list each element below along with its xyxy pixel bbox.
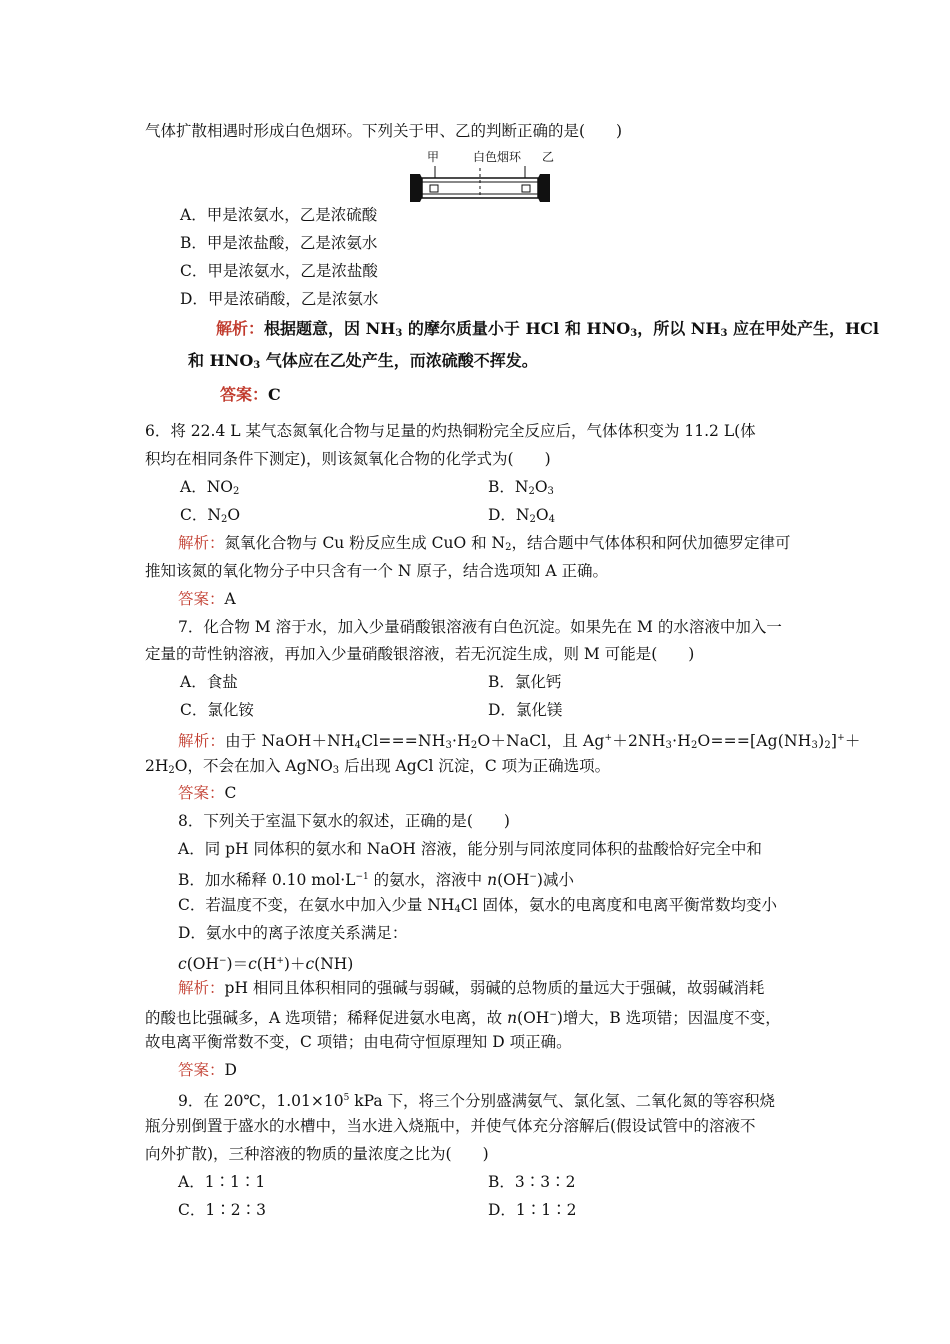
q6-analysis-line2: 推知该氮的氧化物分子中只含有一个 N 原子，结合选项知 A 正确。 bbox=[145, 562, 608, 580]
text: ＋ bbox=[844, 732, 861, 750]
text: C．若温度不变，在氨水中加入少量 NH bbox=[178, 896, 455, 914]
subscript: 2 bbox=[528, 486, 535, 497]
text: ，所以 NH bbox=[637, 319, 721, 338]
q8-option-b bbox=[178, 866, 574, 891]
text: )增大，B 选项错；因温度不变， bbox=[556, 1009, 781, 1027]
text: ] bbox=[830, 732, 838, 750]
text: )＝ bbox=[226, 955, 249, 973]
q8-equation bbox=[178, 950, 353, 975]
q6-option-a bbox=[180, 476, 239, 503]
text: 气体应在乙处产生，而浓硫酸不挥发。 bbox=[260, 351, 538, 370]
subscript: 3 bbox=[665, 740, 673, 751]
subscript: 3 bbox=[720, 328, 728, 339]
superscript: − bbox=[218, 956, 227, 966]
q6-option-c bbox=[180, 504, 240, 531]
text: 2H bbox=[145, 757, 169, 775]
superscript: 5 bbox=[343, 1093, 350, 1103]
q7-option-b: B．氯化钙 bbox=[488, 673, 562, 691]
q6-option-d bbox=[488, 504, 555, 531]
q6-answer bbox=[178, 588, 236, 610]
text: 由于 NaOH＋NH bbox=[225, 732, 355, 750]
q9-stem-line1 bbox=[178, 1087, 775, 1112]
q8-analysis-line1 bbox=[178, 977, 764, 999]
q9-option-c: C．1∶2∶3 bbox=[178, 1201, 266, 1219]
subscript: 2 bbox=[529, 514, 536, 525]
q6-stem-line1: 6．将 22.4 L 某气态氮氧化合物与足量的灼热铜粉完全反应后，气体体积变为 11.2 L(体 bbox=[145, 422, 756, 440]
q7-stem-line2: 定量的苛性钠溶液，再加入少量硝酸银溶液，若无沉淀生成，则 M 可能是( ) bbox=[145, 645, 695, 663]
text: ) bbox=[818, 732, 825, 750]
subscript: 3 bbox=[253, 360, 261, 371]
q7-stem-line1: 7．化合物 M 溶于水，加入少量硝酸银溶液有白色沉淀。如果先在 M 的水溶液中加入一 bbox=[178, 618, 782, 636]
text: O bbox=[535, 506, 549, 524]
q7-analysis-line1 bbox=[178, 727, 861, 757]
text: C．N bbox=[180, 506, 221, 524]
text: (OH bbox=[186, 955, 219, 973]
subscript: 3 bbox=[811, 740, 819, 751]
text: 的酸也比强碱多，A 选项错；稀释促进氨水电离，故 bbox=[145, 1009, 508, 1027]
q6-analysis-line1 bbox=[178, 532, 791, 559]
subscript: 4 bbox=[454, 904, 461, 915]
q5-option-a: A．甲是浓氨水，乙是浓硫酸 bbox=[180, 206, 378, 224]
q8-option-c bbox=[178, 894, 777, 921]
answer-label: 答案： bbox=[178, 1061, 225, 1079]
answer-value: C bbox=[224, 784, 237, 802]
q5-option-c: C．甲是浓氨水，乙是浓盐酸 bbox=[180, 262, 378, 280]
text: Cl 固体，氨水的电离度和电离平衡常数均变小 bbox=[460, 896, 777, 914]
text: 的氨水，溶液中 bbox=[368, 871, 488, 889]
text: ＋2NH bbox=[612, 732, 666, 750]
superscript: − bbox=[549, 1010, 557, 1020]
q5-answer bbox=[220, 384, 281, 406]
superscript: + bbox=[604, 733, 613, 743]
text: n bbox=[507, 1009, 518, 1027]
text: B．N bbox=[488, 478, 529, 496]
superscript: + bbox=[276, 956, 284, 966]
text: 后出现 AgCl 沉淀，C 项为正确选项。 bbox=[339, 757, 611, 775]
answer-label: 答案： bbox=[178, 784, 225, 802]
superscript: − bbox=[529, 872, 537, 882]
q9-stem-line3: 向外扩散)，三种溶液的物质的量浓度之比为( ) bbox=[145, 1145, 489, 1163]
text: (OH bbox=[497, 871, 530, 889]
text: )减小 bbox=[536, 871, 574, 889]
subscript: 3 bbox=[332, 765, 340, 776]
text: c bbox=[305, 955, 315, 973]
text: Cl===NH bbox=[361, 732, 446, 750]
subscript: 3 bbox=[630, 328, 638, 339]
text: pH 相同且体积相同的强碱与弱碱，弱碱的总物质的量远大于强碱，故弱碱消耗 bbox=[224, 979, 765, 997]
text: ，结合题中气体体积和阿伏加德罗定律可 bbox=[511, 534, 791, 552]
text: O＋NaCl，且 Ag bbox=[477, 732, 605, 750]
answer-value: A bbox=[224, 590, 236, 608]
q5-analysis-line1 bbox=[216, 318, 879, 345]
q5-option-d: D．甲是浓硝酸，乙是浓氨水 bbox=[180, 290, 379, 308]
answer-label: 答案： bbox=[178, 590, 225, 608]
q8-analysis-line3: 故电离平衡常数不变，C 项错；由电荷守恒原理知 D 项正确。 bbox=[145, 1033, 572, 1051]
text: A．NO bbox=[180, 478, 233, 496]
subscript: 2 bbox=[232, 486, 240, 497]
q9-stem-line2: 瓶分别倒置于盛水的水槽中，当水进入烧瓶中，并使气体充分溶解后(假设试管中的溶液不 bbox=[145, 1117, 756, 1135]
text: O===[Ag(NH bbox=[697, 732, 812, 750]
answer-value: C bbox=[268, 385, 281, 404]
q8-option-a: A．同 pH 同体积的氨水和 NaOH 溶液，能分别与同浓度同体积的盐酸恰好完全中和 bbox=[178, 840, 762, 858]
subscript: 2 bbox=[505, 542, 512, 553]
q7-answer bbox=[178, 782, 236, 804]
q8-stem: 8．下列关于室温下氨水的叙述，正确的是( ) bbox=[178, 812, 510, 830]
q7-analysis-line2 bbox=[145, 755, 610, 782]
text: O bbox=[227, 506, 241, 524]
text: 氮氧化合物与 Cu 粉反应生成 CuO 和 N bbox=[224, 534, 506, 552]
text: c bbox=[178, 955, 187, 973]
subscript: 2 bbox=[690, 740, 698, 751]
analysis-label: 解析： bbox=[178, 732, 226, 750]
text: n bbox=[487, 871, 498, 889]
text: ·H bbox=[672, 732, 691, 750]
text: 和 HNO bbox=[188, 351, 254, 370]
q5-stem: 气体扩散相遇时形成白色烟环。下列关于甲、乙的判断正确的是( ) bbox=[145, 122, 623, 140]
q5-analysis-line2 bbox=[188, 350, 538, 377]
superscript: + bbox=[837, 733, 845, 743]
superscript: −1 bbox=[355, 872, 369, 882]
text: 9．在 20℃，1.01×10 bbox=[178, 1092, 344, 1110]
analysis-label: 解析： bbox=[178, 534, 225, 552]
analysis-label: 解析： bbox=[216, 319, 265, 338]
q8-answer bbox=[178, 1059, 237, 1081]
q6-option-b bbox=[488, 476, 554, 503]
text: ·H bbox=[452, 732, 471, 750]
subscript: 2 bbox=[168, 765, 175, 776]
q8-analysis-line2 bbox=[145, 1004, 781, 1029]
subscript: 3 bbox=[395, 328, 403, 339]
text: O，不会在加入 AgNO bbox=[174, 757, 333, 775]
text: (OH bbox=[517, 1009, 550, 1027]
text: 根据题意，因 NH bbox=[264, 319, 396, 338]
q9-option-a: A．1∶1∶1 bbox=[178, 1173, 266, 1191]
figure-label-middle: 白色烟环 bbox=[473, 150, 522, 164]
subscript: 3 bbox=[547, 486, 554, 497]
text: c bbox=[248, 955, 257, 973]
subscript: 3 bbox=[445, 740, 453, 751]
analysis-label: 解析： bbox=[178, 979, 225, 997]
q9-option-d: D．1∶1∶2 bbox=[488, 1201, 577, 1219]
text: )＋ bbox=[283, 955, 306, 973]
text: O bbox=[534, 478, 548, 496]
text: (NH) bbox=[314, 955, 354, 973]
subscript: 4 bbox=[548, 514, 555, 525]
subscript: 2 bbox=[824, 740, 831, 751]
q7-option-a: A．食盐 bbox=[180, 673, 238, 691]
q5-option-b: B．甲是浓盐酸，乙是浓氨水 bbox=[180, 234, 378, 252]
q9-option-b: B．3∶3∶2 bbox=[488, 1173, 576, 1191]
text: 的摩尔质量小于 HCl 和 HNO bbox=[402, 319, 631, 338]
answer-value: D bbox=[224, 1061, 237, 1079]
q7-option-c: C．氯化铵 bbox=[180, 701, 254, 719]
text: 应在甲处产生，HCl bbox=[727, 319, 879, 338]
text: B．加水稀释 0.10 mol·L bbox=[178, 871, 356, 889]
tube-diagram bbox=[410, 164, 550, 214]
subscript: 2 bbox=[220, 514, 228, 525]
q8-option-d: D．氨水中的离子浓度关系满足： bbox=[178, 924, 408, 942]
q6-stem-line2: 积均在相同条件下测定)，则该氮氧化合物的化学式为( ) bbox=[145, 450, 551, 468]
q7-option-d: D．氯化镁 bbox=[488, 701, 563, 719]
figure-label-right: 乙 bbox=[542, 150, 555, 164]
subscript: 2 bbox=[470, 740, 478, 751]
text: kPa 下，将三个分别盛满氨气、氯化氢、二氧化氮的等容积烧 bbox=[349, 1092, 776, 1110]
text: D．N bbox=[488, 506, 530, 524]
figure-label-left: 甲 bbox=[427, 150, 440, 164]
answer-label: 答案： bbox=[220, 385, 269, 404]
subscript: 4 bbox=[354, 740, 362, 751]
text: (H bbox=[256, 955, 277, 973]
